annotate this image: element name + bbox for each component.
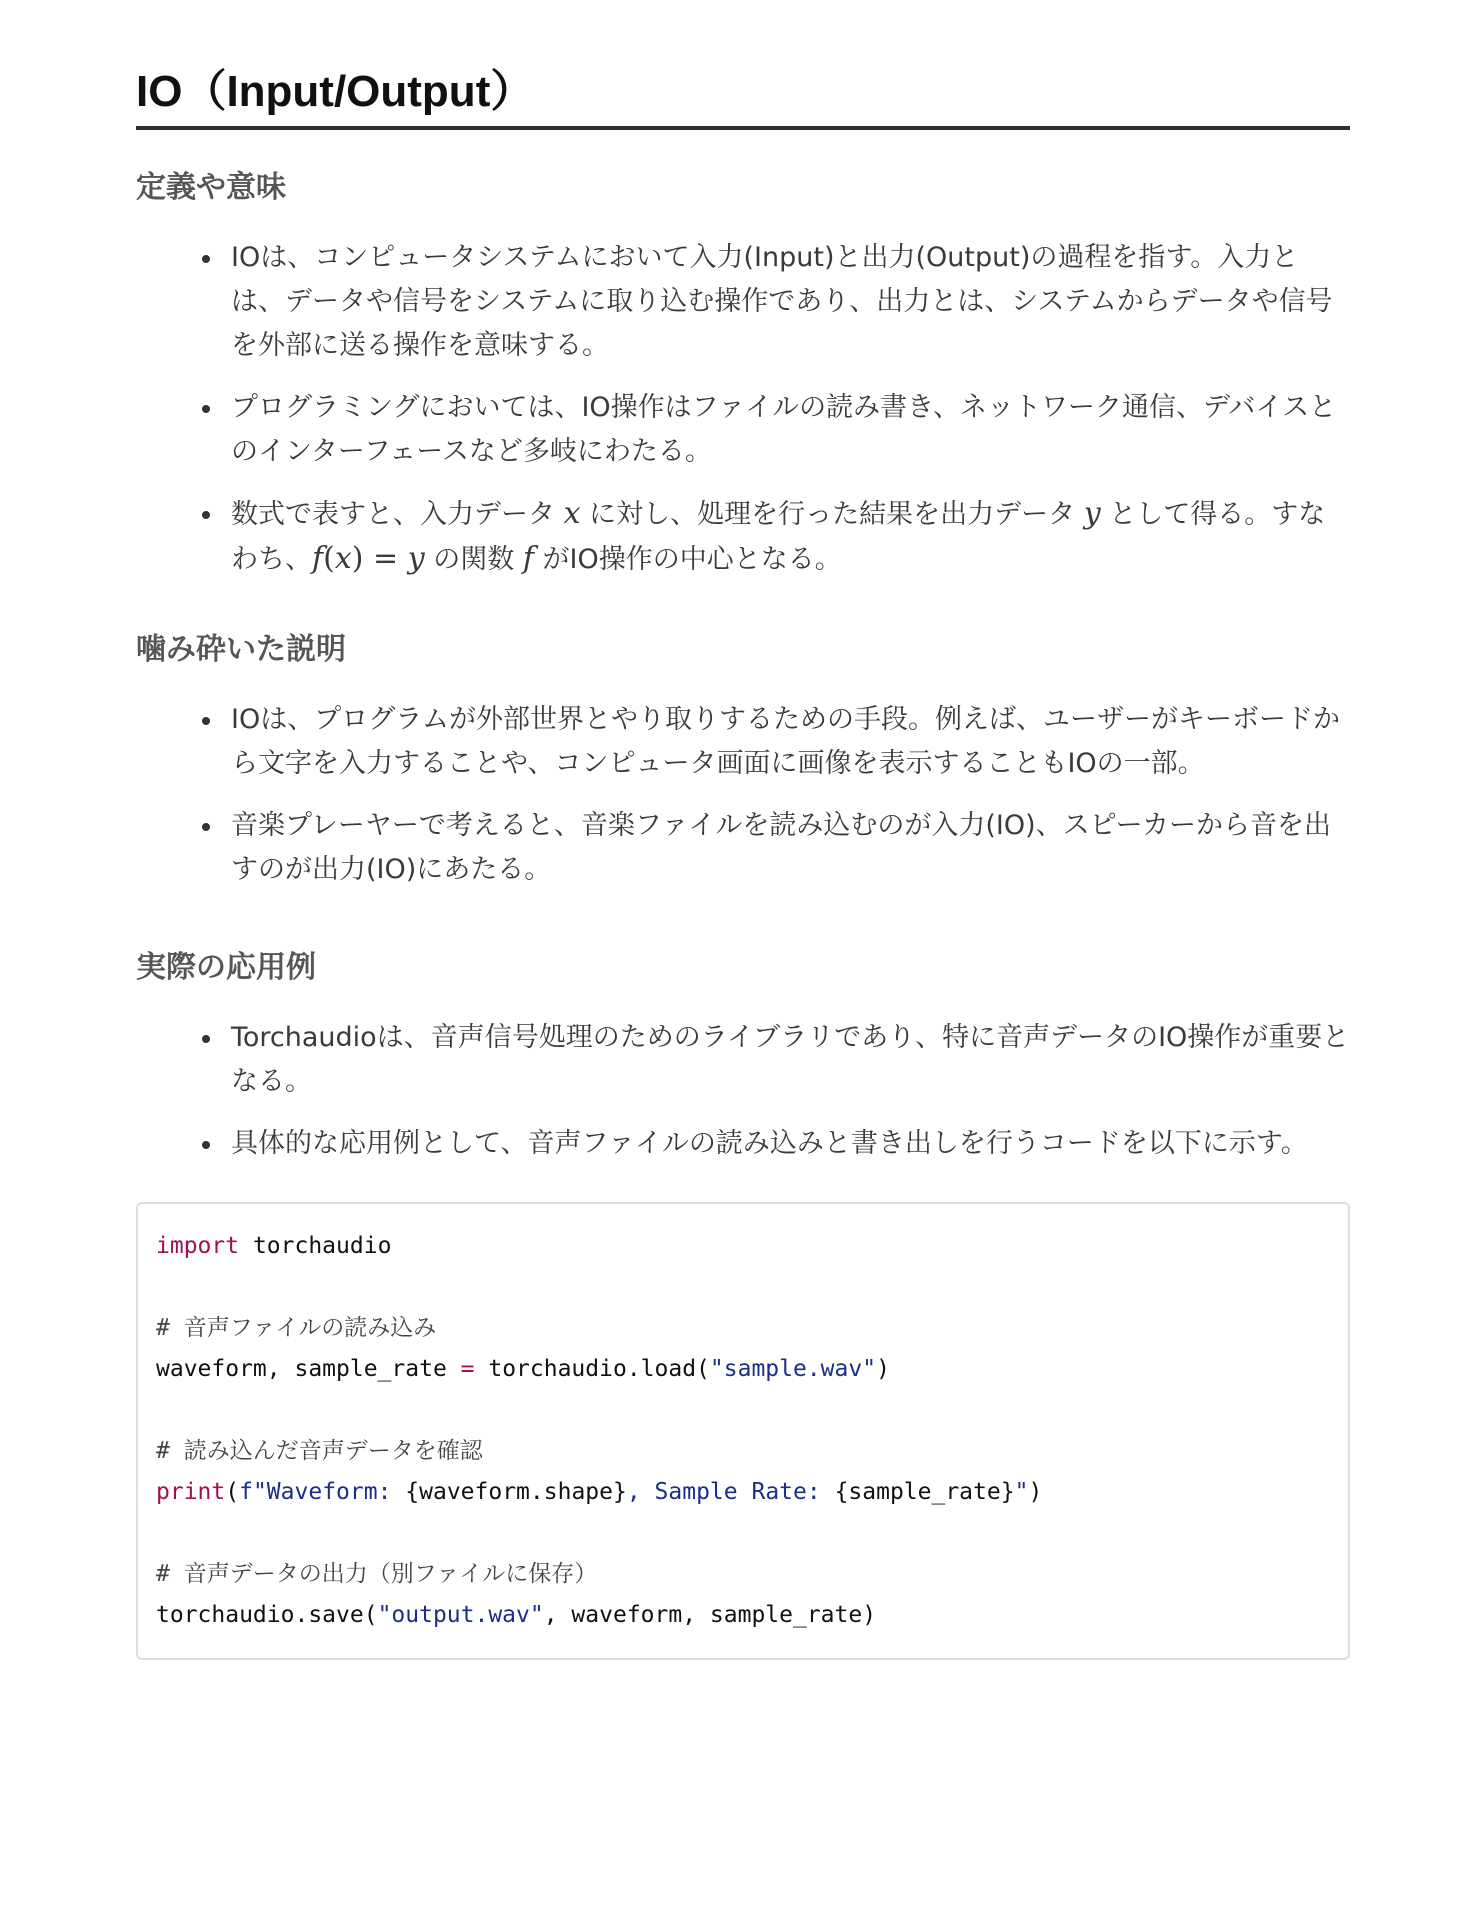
code-line [156, 1595, 1330, 1636]
code-line [156, 1349, 1330, 1390]
formula-text: 数式で表すと、入力データ [231, 499, 564, 530]
formula-text: がIO操作の中心となる。 [533, 544, 842, 575]
code-text: torchaudio.load( [474, 1356, 710, 1382]
code-block[interactable] [136, 1202, 1350, 1660]
code-text: ( [225, 1479, 240, 1505]
code-string: f"Waveform: [239, 1479, 406, 1505]
code-text: torchaudio.save( [156, 1602, 378, 1628]
page-title: IO（Input/Output） [136, 0, 1350, 130]
code-operator: = [460, 1356, 475, 1382]
section-heading-examples: 実際の応用例 [136, 950, 316, 985]
code-string: , Sample Rate: [626, 1479, 835, 1505]
code-comment: # 音声ファイルの読み込み [156, 1315, 437, 1341]
math-func-f: f [312, 541, 324, 576]
code-keyword: import [156, 1233, 240, 1259]
code-text: torchaudio [239, 1233, 392, 1259]
math-var-y: y [1083, 496, 1101, 531]
code-text: ) [1028, 1479, 1043, 1505]
list-item: プログラミングにおいては、IO操作はファイルの読み書き、ネットワーク通信、デバイスとのインターフェースなど多岐にわたる。 [136, 386, 1350, 474]
list-item: IOは、プログラムが外部世界とやり取りするための手段。例えば、ユーザーがキーボードから文字を入力することや、コンピュータ画面に画像を表示することもIOの一部。 [136, 698, 1350, 786]
code-string: "sample.wav" [709, 1356, 877, 1382]
math-var-x: x [334, 541, 352, 576]
code-line [156, 1472, 1330, 1513]
list-item: IOは、コンピュータシステムにおいて入力(Input)と出力(Output)の過程を指す。入力とは、データや信号をシステムに取り込む操作であり、出力とは、システムからデータや信号を外部に送る操作を意味する。 [136, 236, 1350, 368]
math-paren: ( [323, 541, 335, 576]
math-var-y: y [407, 541, 425, 576]
code-text: {sample_rate} [834, 1479, 1015, 1505]
list-item-formula [136, 492, 1350, 582]
list-item: 音楽プレーヤーで考えると、音楽ファイルを読み込むのが入力(IO)、スピーカーから音を出すのが出力(IO)にあたる。 [136, 804, 1350, 892]
code-line-blank [156, 1267, 1330, 1308]
definition-list [136, 236, 1350, 582]
math-equation [312, 541, 425, 576]
code-text: , waveform, sample_rate) [543, 1602, 877, 1628]
math-func-f: f [522, 541, 534, 576]
code-string: "output.wav" [377, 1602, 544, 1628]
code-comment: # 音声データの出力（別ファイルに保存） [156, 1561, 598, 1587]
document-page [136, 0, 1350, 1660]
code-string: " [1014, 1479, 1029, 1505]
list-item: 具体的な応用例として、音声ファイルの読み込みと書き出しを行うコードを以下に示す。 [136, 1122, 1350, 1166]
formula-text: に対し、処理を行った結果を出力データ [580, 499, 1084, 530]
explanation-list [136, 698, 1350, 892]
list-item: Torchaudioは、音声信号処理のためのライブラリであり、特に音声データのIO操作が重要となる。 [136, 1016, 1350, 1104]
code-comment: # 読み込んだ音声データを確認 [156, 1438, 483, 1464]
code-text: {waveform.shape} [405, 1479, 627, 1505]
math-equals: = [363, 541, 408, 576]
code-line [156, 1226, 1330, 1267]
formula-text: の関数 [424, 544, 523, 575]
code-text: ) [876, 1356, 890, 1382]
code-line-blank [156, 1390, 1330, 1431]
section-heading-definition: 定義や意味 [136, 170, 286, 205]
formula-text: として得る。すなわち、 [231, 499, 1326, 575]
examples-list [136, 1016, 1350, 1166]
section-heading-explanation: 噛み砕いた説明 [136, 632, 346, 667]
code-builtin: print [156, 1479, 226, 1505]
math-paren: ) [351, 541, 364, 576]
code-text: waveform, sample_rate [156, 1356, 461, 1382]
math-var-x: x [563, 496, 581, 531]
code-line-blank [156, 1513, 1330, 1554]
